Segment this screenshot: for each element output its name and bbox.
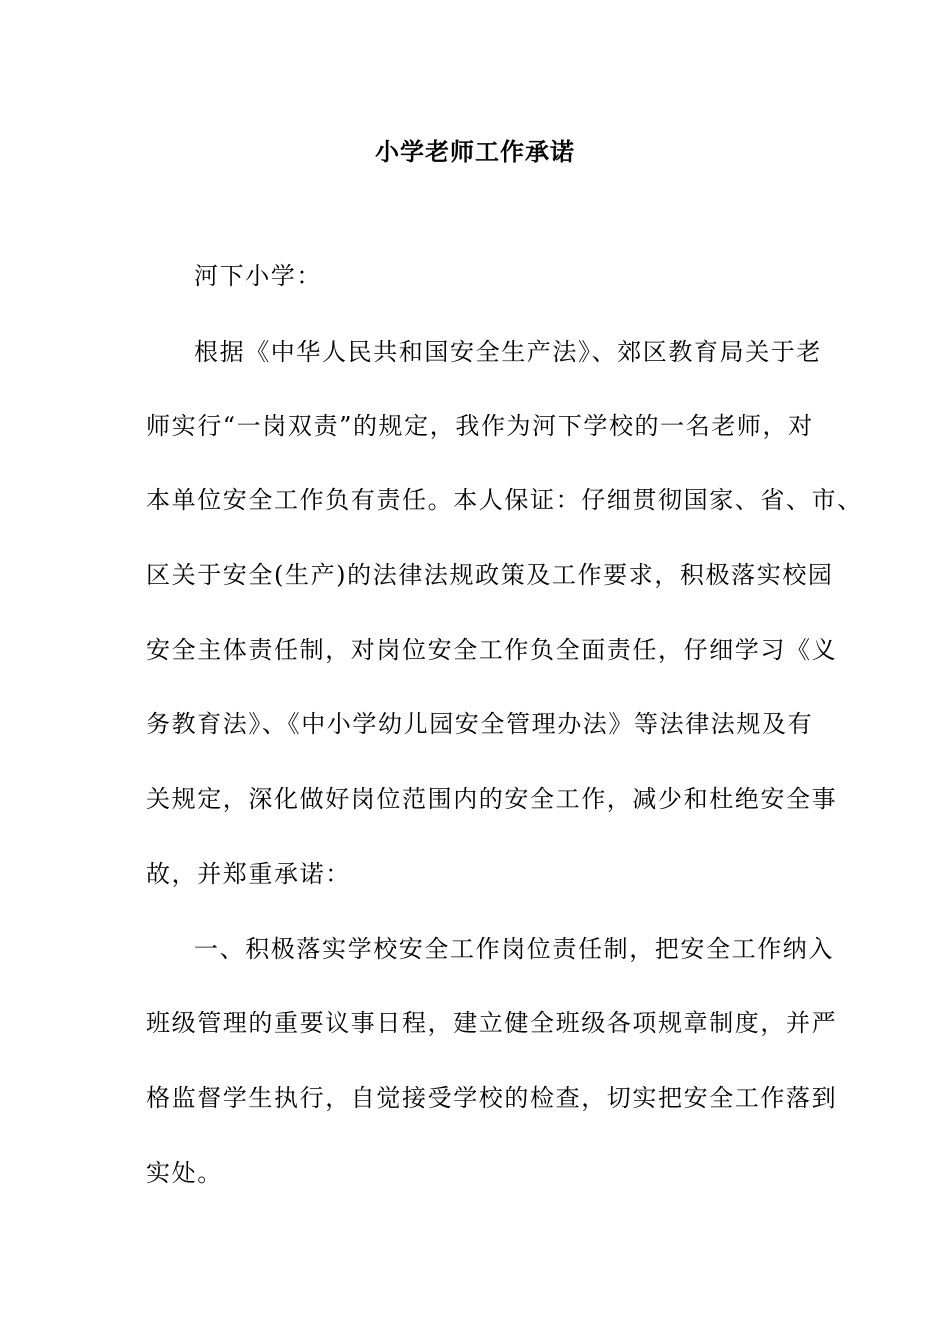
- document-title: 小学老师工作承诺: [375, 137, 575, 166]
- paragraph-line: 格监督学生执行，自觉接受学校的检查，切实把安全工作落到: [146, 1084, 838, 1112]
- salutation: 河下小学：: [194, 262, 322, 290]
- paragraph-line: 安全主体责任制，对岗位安全工作负全面责任，仔细学习《义: [146, 636, 838, 664]
- paragraph-line: 区关于安全(生产)的法律法规政策及工作要求，积极落实校园: [146, 561, 834, 589]
- paragraph-line: 关规定，深化做好岗位范围内的安全工作，减少和杜绝安全事: [146, 785, 838, 813]
- paragraph-line: 班级管理的重要议事日程，建立健全班级各项规章制度，并严: [146, 1009, 838, 1037]
- paragraph-line: 实处。: [146, 1159, 223, 1187]
- paragraph-line: 一、积极落实学校安全工作岗位责任制，把安全工作纳入: [194, 935, 834, 963]
- paragraph-line: 故，并郑重承诺：: [146, 860, 351, 888]
- paragraph-line: 本单位安全工作负有责任。本人保证：仔细贯彻国家、省、市、: [146, 486, 863, 514]
- paragraph-line: 务教育法》、《中小学幼儿园安全管理办法》等法律法规及有: [146, 710, 814, 738]
- paragraph-line: 根据《中华人民共和国安全生产法》、郊区教育局关于老: [194, 338, 822, 366]
- paragraph-line: 师实行“一岗双责”的规定，我作为河下学校的一名老师，对: [146, 412, 814, 440]
